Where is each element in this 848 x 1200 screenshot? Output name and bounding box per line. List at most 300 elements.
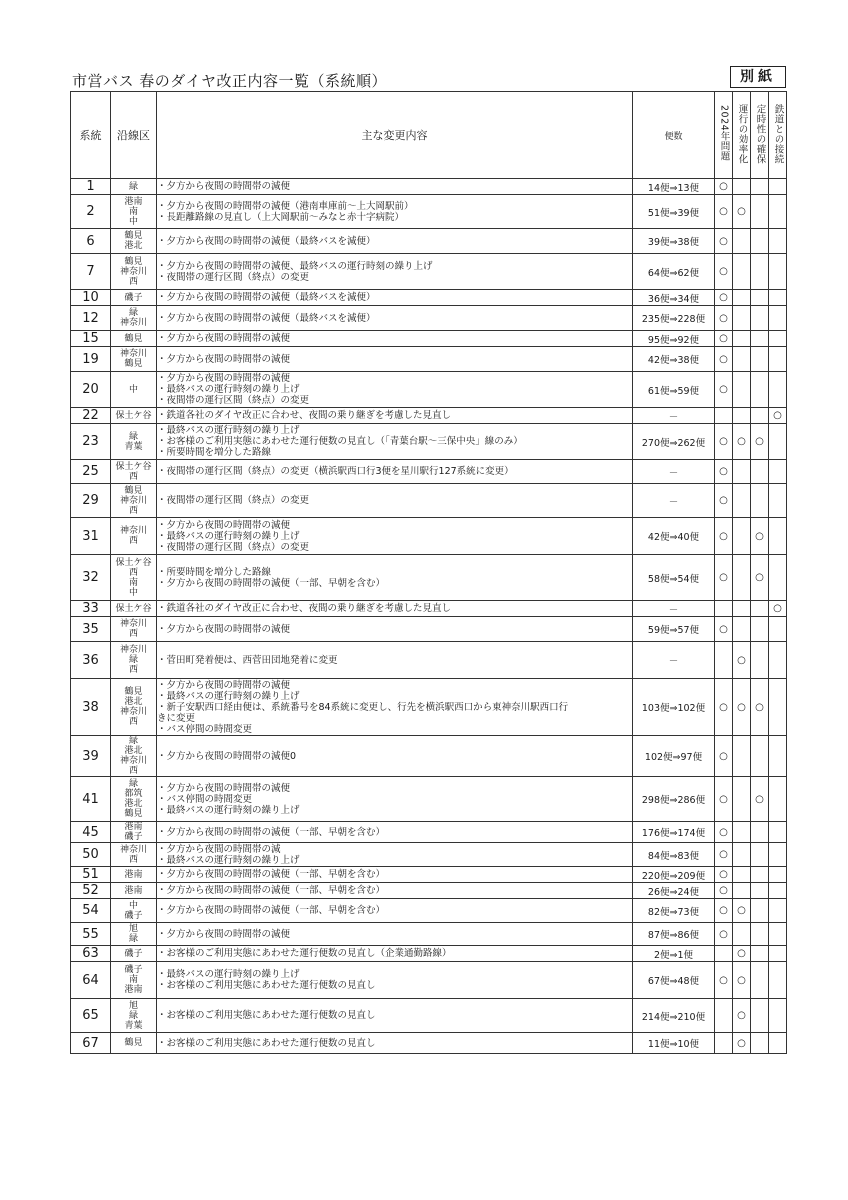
area-name: 緑 bbox=[128, 181, 138, 192]
route-area bbox=[111, 179, 157, 195]
area-name: 南 bbox=[128, 975, 138, 985]
mark-punctuality bbox=[751, 946, 769, 962]
mark-efficiency bbox=[733, 229, 751, 254]
change-item: ・夕方から夜間の時間帯の減便（最終バスを減便） bbox=[157, 235, 376, 247]
mark-rail-connection bbox=[769, 899, 787, 923]
trip-count: 42便⇒38便 bbox=[633, 347, 715, 372]
table-row bbox=[71, 229, 787, 254]
area-name: 西 bbox=[128, 665, 138, 675]
table-row bbox=[71, 460, 787, 484]
area-name: 磯子 bbox=[124, 832, 143, 842]
route-number: 1 bbox=[71, 179, 111, 195]
mark-issue-2024: ○ bbox=[715, 843, 733, 867]
mark-punctuality bbox=[751, 1033, 769, 1054]
route-area bbox=[111, 460, 157, 484]
route-number: 51 bbox=[71, 867, 111, 883]
route-area bbox=[111, 899, 157, 923]
table-row bbox=[71, 195, 787, 229]
mark-issue-2024: ○ bbox=[715, 883, 733, 899]
mark-issue-2024: ○ bbox=[715, 867, 733, 883]
area-name: 神奈川 bbox=[119, 526, 147, 536]
change-item: ・夜間帯の運行区間（終点）の変更 bbox=[157, 395, 310, 406]
table-row bbox=[71, 290, 787, 306]
trip-count: 84便⇒83便 bbox=[633, 843, 715, 867]
route-area bbox=[111, 484, 157, 518]
mark-punctuality bbox=[751, 331, 769, 347]
change-details bbox=[157, 867, 633, 883]
mark-rail-connection bbox=[769, 460, 787, 484]
mark-efficiency bbox=[733, 822, 751, 843]
table-row bbox=[71, 962, 787, 999]
mark-punctuality bbox=[751, 484, 769, 518]
change-item: ・最終バスの運行時刻の繰り上げ bbox=[157, 530, 300, 542]
trip-count: 87便⇒86便 bbox=[633, 923, 715, 946]
area-name: 緑 bbox=[128, 1010, 138, 1021]
mark-rail-connection bbox=[769, 229, 787, 254]
table-row bbox=[71, 518, 787, 555]
mark-efficiency bbox=[733, 306, 751, 331]
trip-count: 95便⇒92便 bbox=[633, 331, 715, 347]
route-area bbox=[111, 617, 157, 642]
change-item: ・夕方から夜間の時間帯の減便（一部、早朝を含む） bbox=[157, 826, 386, 838]
mark-efficiency: ○ bbox=[733, 642, 751, 679]
route-area bbox=[111, 946, 157, 962]
mark-issue-2024 bbox=[715, 946, 733, 962]
area-name: 緑 bbox=[128, 308, 138, 318]
page-title: 市営バス 春のダイヤ改正内容一覧（系統順） bbox=[72, 72, 387, 90]
change-item: ・所要時間を増分した路線 bbox=[157, 566, 272, 578]
area-name: 鶴見 bbox=[124, 256, 143, 267]
area-name: 西 bbox=[128, 629, 138, 639]
route-number: 23 bbox=[71, 424, 111, 460]
mark-issue-2024: ○ bbox=[715, 617, 733, 642]
mark-issue-2024: ○ bbox=[715, 555, 733, 601]
mark-efficiency: ○ bbox=[733, 1033, 751, 1054]
change-item: ・夕方から夜間の時間帯の減便（港南車庫前～上大岡駅前） bbox=[157, 200, 414, 212]
table-row bbox=[71, 999, 787, 1033]
mark-rail-connection bbox=[769, 736, 787, 777]
area-name: 青葉 bbox=[124, 441, 143, 452]
change-item: ・夕方から夜間の時間帯の減便 bbox=[157, 519, 291, 531]
mark-issue-2024: ○ bbox=[715, 679, 733, 736]
mark-punctuality bbox=[751, 408, 769, 424]
mark-issue-2024: ○ bbox=[715, 195, 733, 229]
area-name: 西 bbox=[128, 766, 138, 776]
change-details bbox=[157, 229, 633, 254]
change-item: ・夕方から夜間の時間帯の減便 bbox=[157, 181, 291, 192]
change-item: ・夕方から夜間の時間帯の減便（最終バスを減便） bbox=[157, 292, 376, 303]
area-name: 鶴見 bbox=[124, 231, 143, 241]
area-name: 鶴見 bbox=[124, 333, 143, 344]
mark-issue-2024: ○ bbox=[715, 518, 733, 555]
route-area bbox=[111, 195, 157, 229]
trip-count: － bbox=[633, 601, 715, 617]
area-name: 神奈川 bbox=[119, 707, 147, 717]
mark-issue-2024: ○ bbox=[715, 923, 733, 946]
area-name: 港南 bbox=[124, 196, 143, 207]
trip-count: 61便⇒59便 bbox=[633, 372, 715, 408]
trip-count: － bbox=[633, 484, 715, 518]
mark-rail-connection bbox=[769, 518, 787, 555]
mark-punctuality bbox=[751, 601, 769, 617]
trip-count: 214便⇒210便 bbox=[633, 999, 715, 1033]
mark-efficiency bbox=[733, 254, 751, 290]
area-name: 神奈川 bbox=[119, 318, 147, 328]
table-row bbox=[71, 306, 787, 331]
mark-punctuality bbox=[751, 642, 769, 679]
mark-punctuality: ○ bbox=[751, 555, 769, 601]
change-details bbox=[157, 642, 633, 679]
route-number: 29 bbox=[71, 484, 111, 518]
trip-count: 176便⇒174便 bbox=[633, 822, 715, 843]
mark-efficiency bbox=[733, 484, 751, 518]
route-number: 54 bbox=[71, 899, 111, 923]
area-name: 神奈川 bbox=[119, 645, 147, 655]
mark-issue-2024 bbox=[715, 601, 733, 617]
mark-rail-connection bbox=[769, 822, 787, 843]
route-area bbox=[111, 408, 157, 424]
change-details bbox=[157, 777, 633, 822]
mark-issue-2024: ○ bbox=[715, 306, 733, 331]
header-efficiency: 運行の効率化 bbox=[733, 92, 751, 179]
area-name: 中 bbox=[128, 587, 138, 598]
mark-rail-connection bbox=[769, 195, 787, 229]
attachment-label: 別紙 bbox=[730, 66, 786, 88]
route-area bbox=[111, 601, 157, 617]
mark-efficiency bbox=[733, 372, 751, 408]
mark-punctuality bbox=[751, 460, 769, 484]
mark-rail-connection bbox=[769, 306, 787, 331]
mark-rail-connection bbox=[769, 923, 787, 946]
mark-punctuality bbox=[751, 372, 769, 408]
area-name: 西 bbox=[128, 505, 138, 516]
mark-efficiency bbox=[733, 290, 751, 306]
trip-count: 39便⇒38便 bbox=[633, 229, 715, 254]
trip-count: 26便⇒24便 bbox=[633, 883, 715, 899]
change-item: ・夜間帯の運行区間（終点）の変更 bbox=[157, 541, 310, 553]
area-name: 中 bbox=[128, 216, 138, 227]
route-area bbox=[111, 679, 157, 736]
mark-rail-connection bbox=[769, 254, 787, 290]
route-number: 63 bbox=[71, 946, 111, 962]
change-details bbox=[157, 254, 633, 290]
mark-rail-connection bbox=[769, 883, 787, 899]
route-number: 67 bbox=[71, 1033, 111, 1054]
area-name: 中 bbox=[128, 900, 138, 911]
mark-issue-2024: ○ bbox=[715, 822, 733, 843]
area-name: 磯子 bbox=[124, 292, 143, 303]
route-number: 31 bbox=[71, 518, 111, 555]
change-item: ・鉄道各社のダイヤ改正に合わせ、夜間の乗り継ぎを考慮した見直し bbox=[157, 410, 452, 421]
area-name: 鶴見 bbox=[124, 1038, 143, 1048]
mark-punctuality bbox=[751, 617, 769, 642]
mark-rail-connection bbox=[769, 679, 787, 736]
mark-punctuality bbox=[751, 867, 769, 883]
mark-efficiency bbox=[733, 923, 751, 946]
route-number: 22 bbox=[71, 408, 111, 424]
area-name: 神奈川 bbox=[119, 844, 147, 855]
area-name: 南 bbox=[128, 206, 138, 217]
mark-issue-2024 bbox=[715, 1033, 733, 1054]
table-row bbox=[71, 679, 787, 736]
mark-rail-connection bbox=[769, 424, 787, 460]
area-name: 磯子 bbox=[124, 948, 143, 959]
change-details bbox=[157, 484, 633, 518]
area-name: 緑 bbox=[128, 655, 138, 665]
change-item: ・夕方から夜間の時間帯の減便（一部、早朝を含む） bbox=[157, 577, 386, 589]
mark-punctuality bbox=[751, 883, 769, 899]
trip-count: － bbox=[633, 460, 715, 484]
change-details bbox=[157, 883, 633, 899]
change-item: ・夕方から夜間の時間帯の減便（最終バスを減便） bbox=[157, 312, 376, 324]
mark-punctuality bbox=[751, 999, 769, 1033]
change-item: ・お客様のご利用実態にあわせた運行便数の見直し（「青葉台駅～三保中央」線のみ） bbox=[157, 436, 523, 447]
area-name: 南 bbox=[128, 577, 138, 588]
mark-issue-2024: ○ bbox=[715, 962, 733, 999]
area-name: 港北 bbox=[124, 799, 143, 809]
mark-efficiency: ○ bbox=[733, 899, 751, 923]
change-item: ・バス停間の時間変更 bbox=[157, 793, 253, 805]
mark-rail-connection: ○ bbox=[769, 408, 787, 424]
area-name: 旭 bbox=[128, 924, 138, 934]
area-name: 西 bbox=[128, 536, 138, 546]
mark-rail-connection bbox=[769, 331, 787, 347]
mark-issue-2024: ○ bbox=[715, 424, 733, 460]
area-name: 都筑 bbox=[124, 789, 143, 799]
route-area bbox=[111, 555, 157, 601]
header-trips: 便数 bbox=[633, 92, 715, 179]
route-number: 50 bbox=[71, 843, 111, 867]
mark-punctuality bbox=[751, 306, 769, 331]
area-name: 港北 bbox=[124, 746, 143, 756]
change-details bbox=[157, 962, 633, 999]
area-name: 磯子 bbox=[124, 965, 143, 975]
route-area bbox=[111, 1033, 157, 1054]
route-area bbox=[111, 867, 157, 883]
change-item: ・最終バスの運行時刻の繰り上げ bbox=[157, 854, 300, 866]
change-details bbox=[157, 1033, 633, 1054]
route-number: 35 bbox=[71, 617, 111, 642]
mark-efficiency bbox=[733, 460, 751, 484]
area-name: 旭 bbox=[128, 1000, 138, 1011]
change-item: ・夜間帯の運行区間（終点）の変更（横浜駅西口行3便を星川駅行127系統に変更） bbox=[157, 466, 514, 477]
table-row bbox=[71, 867, 787, 883]
mark-rail-connection bbox=[769, 867, 787, 883]
mark-issue-2024 bbox=[715, 999, 733, 1033]
table-row bbox=[71, 331, 787, 347]
mark-punctuality bbox=[751, 962, 769, 999]
trip-count: 298便⇒286便 bbox=[633, 777, 715, 822]
route-number: 15 bbox=[71, 331, 111, 347]
change-item: ・夕方から夜間の時間帯の減便 bbox=[157, 353, 291, 365]
route-number: 52 bbox=[71, 883, 111, 899]
area-name: 緑 bbox=[128, 779, 138, 789]
route-area bbox=[111, 254, 157, 290]
route-number: 20 bbox=[71, 372, 111, 408]
change-item: ・新子安駅西口経由便は、系統番号を84系統に変更し、行先を横浜駅西口から東神奈川駅西口行 bbox=[157, 701, 569, 713]
route-area bbox=[111, 290, 157, 306]
change-details bbox=[157, 195, 633, 229]
mark-punctuality bbox=[751, 195, 769, 229]
area-name: 西 bbox=[128, 471, 138, 482]
table-row bbox=[71, 736, 787, 777]
mark-issue-2024: ○ bbox=[715, 484, 733, 518]
change-item: ・お客様のご利用実態にあわせた運行便数の見直し bbox=[157, 1010, 376, 1021]
route-number: 45 bbox=[71, 822, 111, 843]
change-details bbox=[157, 999, 633, 1033]
route-area bbox=[111, 372, 157, 408]
header-changes: 主な変更内容 bbox=[157, 92, 633, 179]
mark-efficiency: ○ bbox=[733, 195, 751, 229]
header-rail-connection: 鉄道との接続 bbox=[769, 92, 787, 179]
mark-rail-connection bbox=[769, 946, 787, 962]
change-item: ・夕方から夜間の時間帯の減便 bbox=[157, 623, 291, 635]
trip-count: 102便⇒97便 bbox=[633, 736, 715, 777]
change-details bbox=[157, 843, 633, 867]
mark-issue-2024: ○ bbox=[715, 899, 733, 923]
mark-efficiency bbox=[733, 777, 751, 822]
route-number: 36 bbox=[71, 642, 111, 679]
mark-efficiency bbox=[733, 617, 751, 642]
change-item: ・最終バスの運行時刻の繰り上げ bbox=[157, 690, 300, 702]
area-name: 港南 bbox=[124, 822, 143, 832]
trip-count: 67便⇒48便 bbox=[633, 962, 715, 999]
trip-count: 2便⇒1便 bbox=[633, 946, 715, 962]
mark-rail-connection bbox=[769, 347, 787, 372]
mark-rail-connection bbox=[769, 642, 787, 679]
mark-issue-2024: ○ bbox=[715, 777, 733, 822]
route-area bbox=[111, 923, 157, 946]
mark-issue-2024: ○ bbox=[715, 736, 733, 777]
route-number: 6 bbox=[71, 229, 111, 254]
area-name: 港南 bbox=[124, 869, 143, 880]
change-details bbox=[157, 679, 633, 736]
table-body bbox=[71, 179, 787, 1054]
mark-issue-2024 bbox=[715, 408, 733, 424]
change-details bbox=[157, 555, 633, 601]
mark-issue-2024: ○ bbox=[715, 331, 733, 347]
route-area bbox=[111, 999, 157, 1033]
mark-rail-connection bbox=[769, 843, 787, 867]
mark-punctuality: ○ bbox=[751, 777, 769, 822]
change-details bbox=[157, 601, 633, 617]
route-number: 64 bbox=[71, 962, 111, 999]
mark-efficiency bbox=[733, 555, 751, 601]
mark-punctuality bbox=[751, 923, 769, 946]
trip-count: 51便⇒39便 bbox=[633, 195, 715, 229]
area-name: 西 bbox=[128, 717, 138, 727]
mark-rail-connection: ○ bbox=[769, 601, 787, 617]
mark-punctuality bbox=[751, 347, 769, 372]
table-row bbox=[71, 601, 787, 617]
change-item: ・夕方から夜間の時間帯の減便 bbox=[157, 373, 291, 384]
route-number: 10 bbox=[71, 290, 111, 306]
mark-efficiency bbox=[733, 601, 751, 617]
trip-count: 82便⇒73便 bbox=[633, 899, 715, 923]
mark-punctuality bbox=[751, 843, 769, 867]
trip-count: 36便⇒34便 bbox=[633, 290, 715, 306]
mark-efficiency bbox=[733, 408, 751, 424]
change-item: ・お客様のご利用実態にあわせた運行便数の見直し（企業通勤路線） bbox=[157, 948, 452, 959]
change-item: ・夕方から夜間の時間帯の減便 bbox=[157, 333, 291, 344]
change-item: ・菅田町発着便は、西菅田団地発着に変更 bbox=[157, 654, 338, 666]
area-name: 西 bbox=[128, 854, 138, 865]
route-number: 12 bbox=[71, 306, 111, 331]
mark-rail-connection bbox=[769, 999, 787, 1033]
change-item: ・夕方から夜間の時間帯の減 bbox=[157, 843, 281, 855]
change-item: ・お客様のご利用実態にあわせた運行便数の見直し bbox=[157, 980, 376, 991]
change-item: ・夕方から夜間の時間帯の減便 bbox=[157, 782, 291, 794]
area-name: 神奈川 bbox=[119, 756, 147, 766]
change-details bbox=[157, 372, 633, 408]
mark-punctuality bbox=[751, 229, 769, 254]
change-details bbox=[157, 518, 633, 555]
change-item: ・夕方から夜間の時間帯の減便（一部、早朝を含む） bbox=[157, 885, 386, 896]
change-details bbox=[157, 179, 633, 195]
mark-punctuality bbox=[751, 822, 769, 843]
change-item: ・お客様のご利用実態にあわせた運行便数の見直し bbox=[157, 1037, 376, 1049]
mark-efficiency bbox=[733, 179, 751, 195]
area-name: 港南 bbox=[124, 885, 143, 896]
route-area bbox=[111, 518, 157, 555]
route-number: 33 bbox=[71, 601, 111, 617]
change-details bbox=[157, 617, 633, 642]
mark-rail-connection bbox=[769, 1033, 787, 1054]
mark-efficiency: ○ bbox=[733, 962, 751, 999]
change-item: ・夜間帯の運行区間（終点）の変更 bbox=[157, 271, 310, 283]
table-row bbox=[71, 642, 787, 679]
mark-rail-connection bbox=[769, 777, 787, 822]
mark-issue-2024 bbox=[715, 642, 733, 679]
mark-punctuality bbox=[751, 736, 769, 777]
table-row bbox=[71, 408, 787, 424]
change-details bbox=[157, 946, 633, 962]
route-area bbox=[111, 822, 157, 843]
mark-rail-connection bbox=[769, 555, 787, 601]
route-number: 2 bbox=[71, 195, 111, 229]
change-details bbox=[157, 306, 633, 331]
route-area bbox=[111, 736, 157, 777]
area-name: 西 bbox=[128, 276, 138, 287]
change-details bbox=[157, 460, 633, 484]
change-item: ・夕方から夜間の時間帯の減便、最終バスの運行時刻の繰り上げ bbox=[157, 260, 433, 272]
area-name: 緑 bbox=[128, 934, 138, 944]
change-details bbox=[157, 331, 633, 347]
change-item: ・長距離路線の見直し（上大岡駅前～みなと赤十字病院） bbox=[157, 211, 405, 223]
mark-efficiency bbox=[733, 518, 751, 555]
mark-efficiency bbox=[733, 867, 751, 883]
area-name: 神奈川 bbox=[119, 495, 147, 506]
route-number: 55 bbox=[71, 923, 111, 946]
trip-count: 270便⇒262便 bbox=[633, 424, 715, 460]
table-row bbox=[71, 883, 787, 899]
mark-efficiency: ○ bbox=[733, 999, 751, 1033]
route-area bbox=[111, 777, 157, 822]
change-item: ・最終バスの運行時刻の繰り上げ bbox=[157, 425, 300, 436]
area-name: 保土ケ谷 bbox=[115, 557, 152, 568]
mark-rail-connection bbox=[769, 290, 787, 306]
table-row bbox=[71, 923, 787, 946]
route-number: 65 bbox=[71, 999, 111, 1033]
route-number: 39 bbox=[71, 736, 111, 777]
mark-issue-2024: ○ bbox=[715, 372, 733, 408]
trip-count: 64便⇒62便 bbox=[633, 254, 715, 290]
area-name: 鶴見 bbox=[124, 687, 143, 697]
change-item: ・最終バスの運行時刻の繰り上げ bbox=[157, 804, 300, 816]
trip-count: 235便⇒228便 bbox=[633, 306, 715, 331]
header-issue-2024: 2024年問題 bbox=[715, 92, 733, 179]
area-name: 中 bbox=[128, 384, 138, 395]
